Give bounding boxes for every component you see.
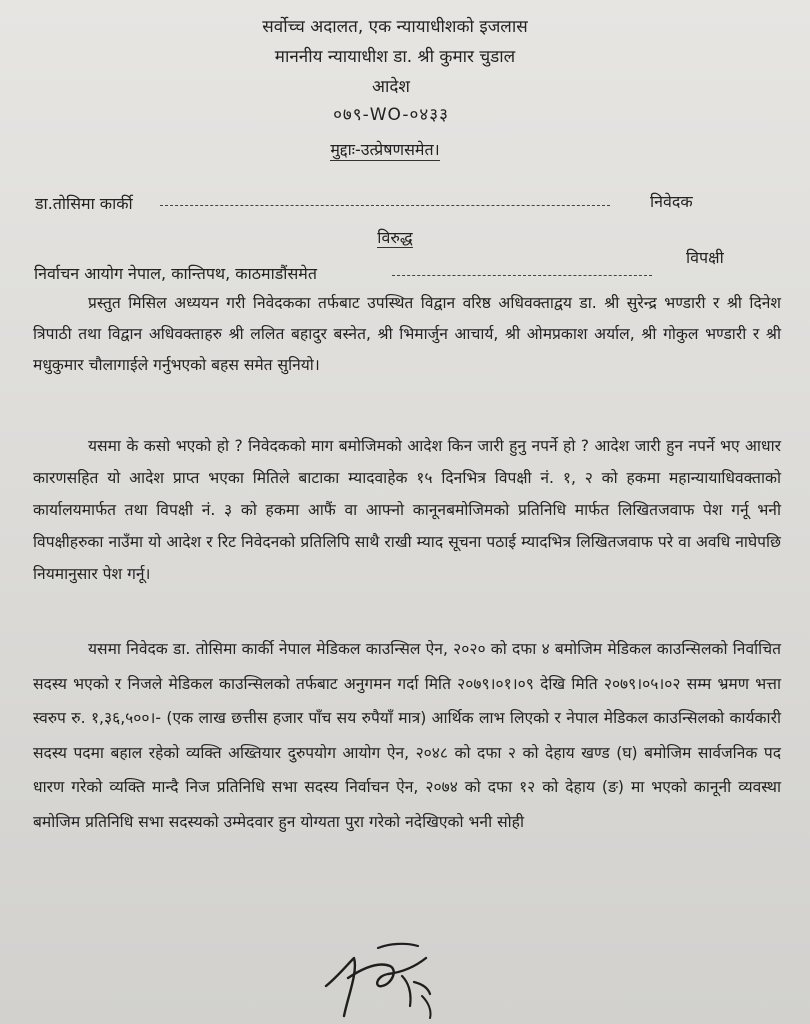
- court-name: सर्वोच्च अदालत, एक न्यायाधीशको इजलास: [262, 17, 528, 37]
- versus-text: विरुद्ध: [377, 228, 413, 247]
- petitioner-role: निवेदक: [650, 192, 693, 211]
- judge-name: माननीय न्यायाधीश डा. श्री कुमार चुडाल: [274, 47, 516, 67]
- case-subject-text: मुद्दाः-उत्प्रेषणसमेत।: [330, 140, 440, 159]
- respondent-leader-line: [392, 275, 652, 276]
- respondent-role: विपक्षी: [686, 248, 724, 267]
- petitioner-name: डा.तोसिमा कार्की: [35, 194, 133, 213]
- respondent-name: निर्वाचन आयोग नेपाल, कान्तिपथ, काठमाडौंसमेत: [34, 264, 317, 283]
- versus-heading: [0, 226, 790, 248]
- petitioner-leader-line: [160, 205, 610, 206]
- document-type: आदेश: [372, 77, 410, 97]
- paragraph-hearing: प्रस्तुत मिसिल अध्ययन गरी निवेदकका तर्फबाट उपस्थित विद्वान वरिष्ठ अधिवक्ताद्वय डा. श्री सुरेन्द्र भण्डारी र श्री दिनेश त्रिपाठी तथा विद्वान अधिवक्ताहरु श्री ललित बहादुर बस्नेत, श्री भिमार्जुन आचार्य, श्री ओमप्रकाश अर्याल, श्री गोकुल भण्डारी र श्री मधुकुमार चौलागाईले गर्नुभएको बहस समेत सुनियो।: [33, 294, 781, 374]
- case-number: ०७९-WO-०४३३: [333, 105, 449, 125]
- judge-signature: [318, 936, 458, 1024]
- case-subject: [0, 138, 790, 160]
- paragraph-show-cause: यसमा के कसो भएको हो ? निवेदकको माग बमोजिमको आदेश किन जारी हुनु नपर्ने हो ? आदेश जारी हुन नपर्ने भए आधार कारणसहित यो आदेश प्राप्त भएका मितिले बाटाका म्यादवाहेक १५ दिनभित्र विपक्षी नं. १, २ को हकमा महान्यायाधिवक्ताको कार्यालयमार्फत तथा विपक्षी नं. ३ को हकमा आफैं वा आफ्नो कानूनबमोजिमको प्रतिनिधि मार्फत लिखितजवाफ पेश गर्नू भनी विपक्षीहरुका नाउँमा यो आदेश र रिट निवेदनको प्रतिलिपि साथै राखी म्याद सूचना पठाई म्यादभित्र लिखितजवाफ परे वा अवधि नाघेपछि नियमानुसार पेश गर्नू।: [33, 437, 781, 583]
- paragraph-facts: यसमा निवेदक डा. तोसिमा कार्की नेपाल मेडिकल काउन्सिल ऐन, २०२० को दफा ४ बमोजिम मेडिकल काउन्सिलको निर्वाचित सदस्य भएको र निजले मेडिकल काउन्सिलको तर्फबाट अनुगमन गर्दा मिति २०७९।०१।०९ देखि मिति २०७९।०५।०२ सम्म भ्रमण भत्ता स्वरुप रु. १,३६,५००।- (एक लाख छत्तीस हजार पाँच सय रुपैयाँ मात्र) आर्थिक लाभ लिएको र नेपाल मेडिकल काउन्सिलको कार्यकारी सदस्य पदमा बहाल रहेको व्यक्ति अख्तियार दुरुपयोग आयोग ऐन, २०४८ को दफा २ को देहाय खण्ड (घ) बमोजिम सार्वजनिक पद धारण गरेको व्यक्ति मान्दै निज प्रतिनिधि सभा सदस्य निर्वाचन ऐन, २०७४ को दफा १२ को देहाय (ङ) मा भएको कानूनी व्यवस्था बमोजिम प्रतिनिधि सभा सदस्यको उम्मेदवार हुन योग्यता पुरा गरेको नदेखिएको भनी सोही: [33, 640, 781, 831]
